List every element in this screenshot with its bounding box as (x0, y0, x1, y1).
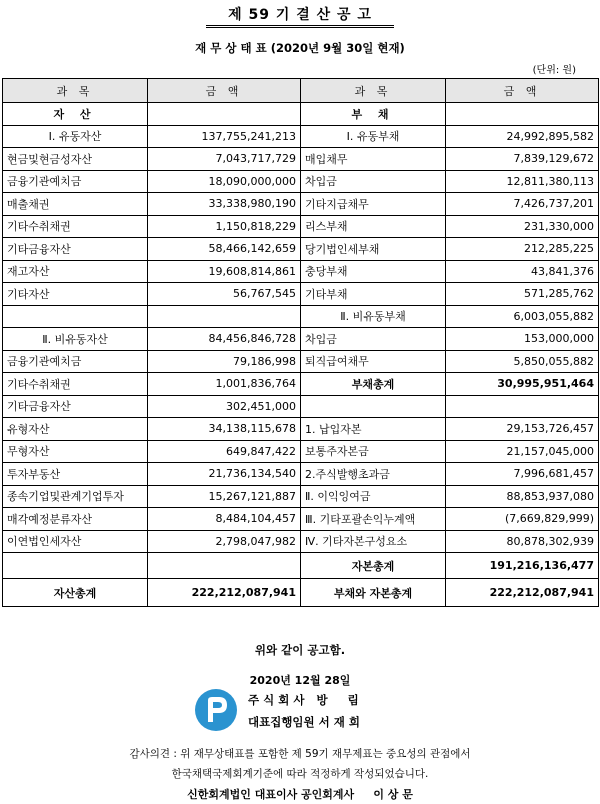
asset-item-amount: 1,001,836,764 (148, 373, 301, 396)
table-row (3, 148, 599, 171)
liability-item-label: Ⅰ. 유동부채 (301, 125, 446, 148)
liability-item-label: Ⅳ. 기타자본구성요소 (301, 530, 446, 553)
asset-item-amount: 56,767,545 (148, 283, 301, 306)
asset-item-amount: 84,456,846,728 (148, 328, 301, 351)
pangrim-logo-icon (194, 688, 238, 732)
liability-item-amount: 5,850,055,882 (446, 350, 599, 373)
asset-item-label (3, 553, 148, 579)
table-row (3, 350, 599, 373)
asset-item-amount: 21,736,134,540 (148, 463, 301, 486)
totals-row (3, 579, 599, 607)
asset-item-label: 투자부동산 (3, 463, 148, 486)
table-row (3, 508, 599, 531)
liability-item-label: 차입금 (301, 328, 446, 351)
table-row (3, 238, 599, 261)
asset-item-amount (148, 305, 301, 328)
liability-item-label (301, 395, 446, 418)
asset-item-label (3, 305, 148, 328)
statement-subtitle: 재 무 상 태 표 (2020년 9월 30일 현재) (195, 41, 405, 55)
asset-item-amount: 302,451,000 (148, 395, 301, 418)
asset-item-amount: 2,798,047,982 (148, 530, 301, 553)
notice-date: 2020년 12월 28일 (249, 674, 351, 687)
asset-item-label: 금융기관예치금 (3, 170, 148, 193)
asset-item-label: 기타자산 (3, 283, 148, 306)
asset-item-amount: 137,755,241,213 (148, 125, 301, 148)
asset-item-amount: 58,466,142,659 (148, 238, 301, 261)
section-liabilities: 부 채 (301, 103, 446, 126)
total-assets-label: 자산총계 (3, 579, 148, 607)
table-row (3, 373, 599, 396)
liability-item-amount: 80,878,302,939 (446, 530, 599, 553)
table-row (3, 328, 599, 351)
asset-item-label: 매출채권 (3, 193, 148, 216)
notice-title: 제 59 기 결 산 공 고 (0, 4, 600, 28)
liability-item-label: 매입채무 (301, 148, 446, 171)
asset-item-label: 유형자산 (3, 418, 148, 441)
balance-sheet-table (2, 78, 599, 607)
asset-item-label: 기타금융자산 (3, 238, 148, 261)
liability-item-amount: 7,426,737,201 (446, 193, 599, 216)
table-row (3, 170, 599, 193)
liability-item-label: 차입금 (301, 170, 446, 193)
liability-item-label: 1. 납입자본 (301, 418, 446, 441)
audit-opinion-line-1: 감사의견 : 위 재무상태표를 포함한 제 59기 재무제표는 중요성의 관점에서 (129, 748, 471, 760)
asset-item-label: 이연법인세자산 (3, 530, 148, 553)
liability-item-amount: 24,992,895,582 (446, 125, 599, 148)
audit-opinion-line-2: 한국채택국제회계기준에 따라 적정하게 작성되었습니다. (171, 768, 429, 780)
asset-item-amount: 34,138,115,678 (148, 418, 301, 441)
liability-item-label: 기타부채 (301, 283, 446, 306)
liability-item-amount: 191,216,136,477 (446, 553, 599, 579)
section-liabilities-blank (446, 103, 599, 126)
liability-item-label: 자본총계 (301, 553, 446, 579)
table-header-row (3, 79, 599, 103)
total-assets-amount: 222,212,087,941 (148, 579, 301, 607)
liability-item-label: Ⅱ. 비유동부채 (301, 305, 446, 328)
asset-item-amount (148, 553, 301, 579)
ceo-name: 대표집행임원 서 재 희 (248, 715, 360, 729)
liability-item-amount: (7,669,829,999) (446, 508, 599, 531)
asset-item-amount: 15,267,121,887 (148, 485, 301, 508)
asset-item-label: 종속기업및관계기업투자 (3, 485, 148, 508)
liability-item-label: Ⅲ. 기타포괄손익누계액 (301, 508, 446, 531)
table-row (3, 260, 599, 283)
table-row (3, 463, 599, 486)
liability-item-label: 리스부채 (301, 215, 446, 238)
asset-item-label: 기타수취채권 (3, 215, 148, 238)
table-row (3, 193, 599, 216)
liability-item-amount: 6,003,055,882 (446, 305, 599, 328)
table-row (3, 553, 599, 579)
table-row (3, 485, 599, 508)
asset-item-label: 재고자산 (3, 260, 148, 283)
section-row (3, 103, 599, 126)
asset-item-amount: 18,090,000,000 (148, 170, 301, 193)
liability-item-amount: 212,285,225 (446, 238, 599, 261)
liability-item-amount: 30,995,951,464 (446, 373, 599, 396)
liability-item-label: 퇴직급여채무 (301, 350, 446, 373)
table-row (3, 283, 599, 306)
asset-item-amount: 649,847,422 (148, 440, 301, 463)
liability-item-amount: 231,330,000 (446, 215, 599, 238)
asset-item-label: 기타수취채권 (3, 373, 148, 396)
asset-item-amount: 19,608,814,861 (148, 260, 301, 283)
liability-item-label: 기타지급채무 (301, 193, 446, 216)
section-assets-blank (148, 103, 301, 126)
asset-item-amount: 8,484,104,457 (148, 508, 301, 531)
asset-item-label: Ⅰ. 유동자산 (3, 125, 148, 148)
asset-item-label: Ⅱ. 비유동자산 (3, 328, 148, 351)
total-liab-equity-label: 부채와 자본총계 (301, 579, 446, 607)
asset-item-label: 현금및현금성자산 (3, 148, 148, 171)
asset-item-amount: 1,150,818,229 (148, 215, 301, 238)
header-amount-right: 금 액 (446, 79, 599, 103)
table-row (3, 305, 599, 328)
liability-item-amount: 7,996,681,457 (446, 463, 599, 486)
liability-item-label: 2.주식발행초과금 (301, 463, 446, 486)
asset-item-amount: 79,186,998 (148, 350, 301, 373)
liability-item-amount: 153,000,000 (446, 328, 599, 351)
table-row (3, 530, 599, 553)
asset-item-label: 무형자산 (3, 440, 148, 463)
asset-item-amount: 33,338,980,190 (148, 193, 301, 216)
liability-item-label: 부채총계 (301, 373, 446, 396)
liability-item-label: 보통주자본금 (301, 440, 446, 463)
liability-item-amount: 571,285,762 (446, 283, 599, 306)
liability-item-label: 충당부채 (301, 260, 446, 283)
liability-item-amount: 12,811,380,113 (446, 170, 599, 193)
liability-item-amount: 88,853,937,080 (446, 485, 599, 508)
liability-item-label: 당기법인세부채 (301, 238, 446, 261)
liability-item-amount: 29,153,726,457 (446, 418, 599, 441)
liability-item-amount: 21,157,045,000 (446, 440, 599, 463)
liability-item-label: Ⅱ. 이익잉여금 (301, 485, 446, 508)
auditor-signature: 신한회계법인 대표이사 공인회계사 이 상 문 (187, 788, 413, 801)
company-name: 주 식 회 사 방 림 (248, 693, 359, 707)
header-item-right: 과 목 (301, 79, 446, 103)
asset-item-amount: 7,043,717,729 (148, 148, 301, 171)
table-row (3, 418, 599, 441)
unit-label: (단위: 원) (532, 65, 576, 76)
header-item-left: 과 목 (3, 79, 148, 103)
table-row (3, 125, 599, 148)
liability-item-amount (446, 395, 599, 418)
table-row (3, 395, 599, 418)
asset-item-label: 금융기관예치금 (3, 350, 148, 373)
table-row (3, 215, 599, 238)
asset-item-label: 매각예정분류자산 (3, 508, 148, 531)
table-row (3, 440, 599, 463)
header-amount-left: 금 액 (148, 79, 301, 103)
section-assets: 자 산 (3, 103, 148, 126)
liability-item-amount: 43,841,376 (446, 260, 599, 283)
asset-item-label: 기타금융자산 (3, 395, 148, 418)
closing-statement: 위와 같이 공고함. (254, 643, 346, 657)
liability-item-amount: 7,839,129,672 (446, 148, 599, 171)
total-liab-equity-amount: 222,212,087,941 (446, 579, 599, 607)
